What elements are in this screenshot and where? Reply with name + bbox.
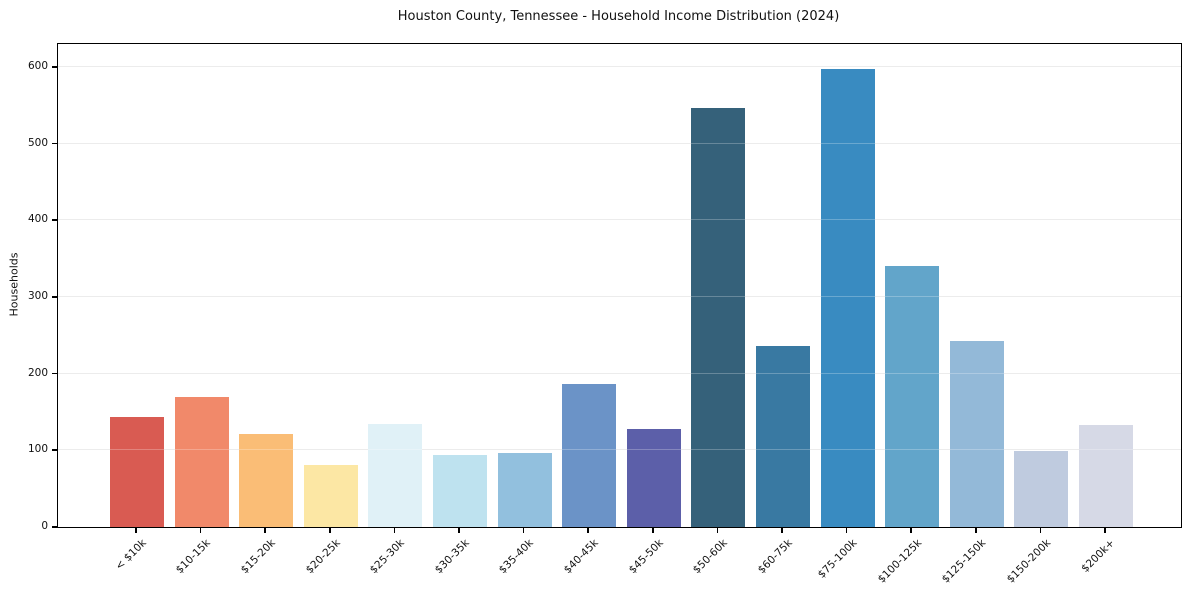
bar <box>885 266 939 527</box>
x-tick-label: $125-150k <box>939 537 989 586</box>
gridline-overlay <box>58 219 1181 220</box>
x-tick-mark <box>135 528 137 533</box>
bar <box>562 384 616 527</box>
bar <box>368 424 422 527</box>
y-tick-label: 400 <box>27 213 48 226</box>
bar <box>239 434 293 527</box>
x-tick-mark <box>394 528 396 533</box>
x-tick-label: $60-75k <box>755 537 795 577</box>
x-tick-label: $45-50k <box>626 537 666 577</box>
x-tick-label: $40-45k <box>561 537 601 577</box>
x-tick-mark <box>458 528 460 533</box>
bar <box>950 341 1004 527</box>
bar <box>433 455 487 527</box>
gridline-overlay <box>58 373 1181 374</box>
x-tick-mark <box>652 528 654 533</box>
x-tick-label: $10-15k <box>174 537 214 577</box>
x-tick-label: $50-60k <box>690 537 730 577</box>
x-tick-label: $30-35k <box>432 537 472 577</box>
x-tick-mark <box>717 528 719 533</box>
y-axis-title: Households <box>7 252 21 317</box>
x-tick-mark <box>587 528 589 533</box>
bar <box>110 417 164 527</box>
plot-area <box>57 43 1182 528</box>
x-tick-label: $150-200k <box>1004 537 1053 586</box>
x-tick-mark <box>781 528 783 533</box>
y-tick-label: 100 <box>27 443 48 456</box>
x-tick-label: $75-100k <box>815 537 860 581</box>
x-tick-label: $15-20k <box>238 537 278 577</box>
x-tick-label: < $10k <box>112 537 149 573</box>
x-tick-mark <box>1104 528 1106 533</box>
y-tick-mark <box>52 526 58 528</box>
x-tick-mark <box>200 528 202 533</box>
y-tick-label: 600 <box>27 60 48 72</box>
x-tick-mark <box>523 528 525 533</box>
y-tick-label: 300 <box>27 290 48 302</box>
bar <box>627 429 681 527</box>
bar <box>175 397 229 527</box>
gridline-overlay <box>58 143 1181 144</box>
x-tick-label: $200k+ <box>1079 537 1118 575</box>
bar <box>1079 425 1133 527</box>
bar <box>498 453 552 527</box>
x-tick-mark <box>975 528 977 533</box>
x-tick-label: $100-125k <box>875 537 924 586</box>
x-tick-mark <box>264 528 266 533</box>
x-tick-mark <box>910 528 912 533</box>
x-tick-label: $35-40k <box>497 537 537 577</box>
gridline-overlay <box>58 449 1181 450</box>
x-tick-mark <box>846 528 848 533</box>
y-tick-label: 0 <box>41 520 48 532</box>
x-tick-label: $25-30k <box>367 537 407 577</box>
x-tick-label: $20-25k <box>303 537 343 577</box>
gridline-overlay <box>58 66 1181 67</box>
x-tick-mark <box>329 528 331 533</box>
y-tick-label: 500 <box>27 136 48 149</box>
chart-title: Houston County, Tennessee - Household Income Distribution (2024) <box>397 9 840 24</box>
gridline-overlay <box>58 296 1181 297</box>
bar <box>1014 451 1068 527</box>
bar <box>304 465 358 527</box>
bar <box>821 69 875 527</box>
bar <box>691 108 745 527</box>
x-tick-mark <box>1040 528 1042 533</box>
y-tick-label: 200 <box>27 366 48 379</box>
